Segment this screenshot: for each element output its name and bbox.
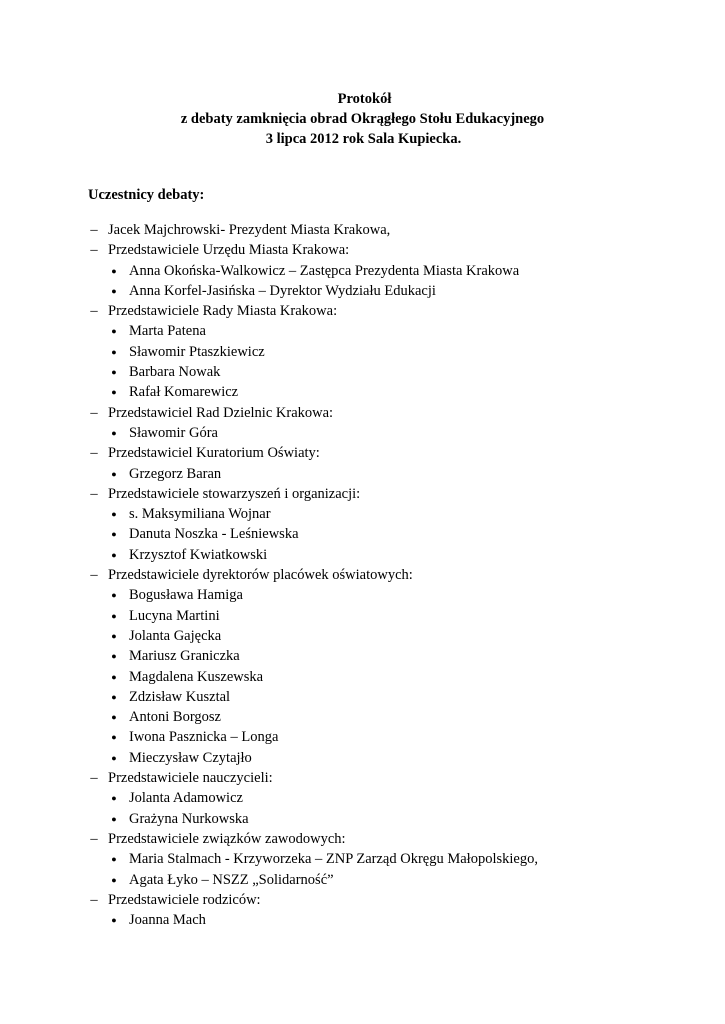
member-item bbox=[0, 870, 725, 890]
member-item bbox=[0, 788, 725, 808]
member-item bbox=[0, 382, 725, 402]
bullet-icon: ● bbox=[111, 732, 117, 743]
dash-marker: – bbox=[90, 485, 98, 502]
dash-marker: – bbox=[90, 445, 98, 462]
dash-marker: – bbox=[90, 567, 98, 584]
member-item bbox=[0, 667, 725, 687]
participants-heading: Uczestnicy debaty: bbox=[88, 187, 205, 203]
group-item bbox=[0, 829, 725, 849]
group-item bbox=[0, 240, 725, 260]
member-item bbox=[0, 524, 725, 544]
member-item bbox=[0, 342, 725, 362]
bullet-icon: ● bbox=[111, 549, 117, 560]
bullet-icon: ● bbox=[111, 427, 117, 438]
member-item bbox=[0, 261, 725, 281]
bullet-icon: ● bbox=[111, 265, 117, 276]
group-item bbox=[0, 403, 725, 423]
participants-list bbox=[0, 220, 725, 930]
member-name: Mariusz Graniczka bbox=[129, 648, 240, 665]
member-item bbox=[0, 423, 725, 443]
member-name: Agata Łyko – NSZZ „Solidarność” bbox=[129, 871, 334, 888]
group-label: Przedstawiciel Rad Dzielnic Krakowa: bbox=[108, 404, 334, 421]
group-label: Jacek Majchrowski- Prezydent Miasta Krakowa, bbox=[108, 222, 391, 238]
bullet-icon: ● bbox=[111, 590, 117, 601]
dash-marker: – bbox=[90, 770, 98, 787]
bullet-icon: ● bbox=[111, 691, 117, 702]
group-label: Przedstawiciele stowarzyszeń i organizacji: bbox=[108, 485, 361, 502]
member-name: Mieczysław Czytajło bbox=[129, 749, 252, 766]
member-item bbox=[0, 849, 725, 869]
bullet-icon: ● bbox=[111, 529, 117, 540]
bullet-icon: ● bbox=[111, 752, 117, 763]
member-item bbox=[0, 464, 725, 484]
member-item bbox=[0, 809, 725, 829]
group-item bbox=[0, 484, 725, 504]
group-item bbox=[0, 220, 725, 240]
bullet-icon: ● bbox=[111, 326, 117, 337]
member-name: Bogusława Hamiga bbox=[129, 587, 243, 604]
dash-marker: – bbox=[90, 404, 98, 421]
member-name: Krzysztof Kwiatkowski bbox=[129, 546, 268, 563]
member-item bbox=[0, 727, 725, 747]
group-item bbox=[0, 565, 725, 585]
group-label: Przedstawiciele związków zawodowych: bbox=[108, 830, 346, 847]
group-item bbox=[0, 890, 725, 910]
bullet-icon: ● bbox=[111, 793, 117, 804]
member-name: Joanna Mach bbox=[129, 912, 206, 929]
title-line-1: Protokół bbox=[337, 91, 392, 107]
member-item bbox=[0, 606, 725, 626]
title-line-2: z debaty zamknięcia obrad Okrągłego Stołu Edukacyjnego bbox=[180, 111, 545, 127]
title-line-3: 3 lipca 2012 rok Sala Kupiecka. bbox=[265, 131, 462, 147]
member-name: Jolanta Adamowicz bbox=[129, 790, 243, 807]
bullet-icon: ● bbox=[111, 671, 117, 682]
bullet-icon: ● bbox=[111, 630, 117, 641]
member-item bbox=[0, 687, 725, 707]
member-name: Magdalena Kuszewska bbox=[129, 668, 264, 685]
member-item bbox=[0, 362, 725, 382]
bullet-icon: ● bbox=[111, 468, 117, 479]
member-name: s. Maksymiliana Wojnar bbox=[129, 506, 271, 523]
bullet-icon: ● bbox=[111, 854, 117, 865]
member-name: Sławomir Góra bbox=[129, 424, 218, 441]
dash-marker: – bbox=[90, 222, 98, 238]
group-label: Przedstawiciele rodziców: bbox=[108, 891, 261, 908]
member-name: Jolanta Gajęcka bbox=[129, 627, 222, 644]
member-item bbox=[0, 910, 725, 930]
bullet-icon: ● bbox=[111, 712, 117, 723]
member-item bbox=[0, 281, 725, 301]
bullet-icon: ● bbox=[111, 610, 117, 621]
group-item bbox=[0, 443, 725, 463]
member-item bbox=[0, 626, 725, 646]
member-item bbox=[0, 545, 725, 565]
member-item bbox=[0, 748, 725, 768]
bullet-icon: ● bbox=[111, 346, 117, 357]
bullet-icon: ● bbox=[111, 813, 117, 824]
member-name: Sławomir Ptaszkiewicz bbox=[129, 343, 265, 360]
group-label: Przedstawiciele dyrektorów placówek oświatowych: bbox=[108, 567, 413, 584]
bullet-icon: ● bbox=[111, 874, 117, 885]
member-item bbox=[0, 504, 725, 524]
group-item bbox=[0, 301, 725, 321]
member-item bbox=[0, 707, 725, 727]
dash-marker: – bbox=[90, 830, 98, 847]
group-label: Przedstawiciel Kuratorium Oświaty: bbox=[108, 445, 320, 462]
member-item bbox=[0, 646, 725, 666]
member-name: Zdzisław Kusztal bbox=[129, 688, 231, 705]
bullet-icon: ● bbox=[111, 367, 117, 378]
group-label: Przedstawiciele Urzędu Miasta Krakowa: bbox=[108, 242, 350, 259]
dash-marker: – bbox=[90, 891, 98, 908]
member-item bbox=[0, 585, 725, 605]
document-title bbox=[0, 89, 725, 149]
member-item bbox=[0, 321, 725, 341]
member-name: Iwona Pasznicka – Longa bbox=[129, 729, 279, 746]
bullet-icon: ● bbox=[111, 915, 117, 926]
member-name: Grzegorz Baran bbox=[129, 465, 222, 482]
bullet-icon: ● bbox=[111, 651, 117, 662]
member-name: Marta Patena bbox=[129, 323, 206, 340]
group-item bbox=[0, 768, 725, 788]
member-name: Rafał Komarewicz bbox=[129, 384, 239, 401]
bullet-icon: ● bbox=[111, 387, 117, 398]
group-label: Przedstawiciele nauczycieli: bbox=[108, 770, 273, 787]
member-name: Anna Korfel-Jasińska – Dyrektor Wydziału Edukacji bbox=[129, 282, 436, 299]
dash-marker: – bbox=[90, 303, 98, 320]
member-name: Anna Okońska-Walkowicz – Zastępca Prezydenta Miasta Krakowa bbox=[129, 262, 520, 279]
bullet-icon: ● bbox=[111, 285, 117, 296]
member-name: Danuta Noszka - Leśniewska bbox=[129, 526, 299, 543]
member-name: Antoni Borgosz bbox=[129, 709, 221, 726]
group-label: Przedstawiciele Rady Miasta Krakowa: bbox=[108, 303, 338, 320]
member-name: Maria Stalmach - Krzyworzeka – ZNP Zarząd Okręgu Małopolskiego, bbox=[129, 851, 538, 868]
member-name: Lucyna Martini bbox=[129, 607, 220, 624]
bullet-icon: ● bbox=[111, 509, 117, 520]
member-name: Barbara Nowak bbox=[129, 364, 221, 381]
dash-marker: – bbox=[90, 242, 98, 259]
member-name: Grażyna Nurkowska bbox=[129, 810, 249, 827]
